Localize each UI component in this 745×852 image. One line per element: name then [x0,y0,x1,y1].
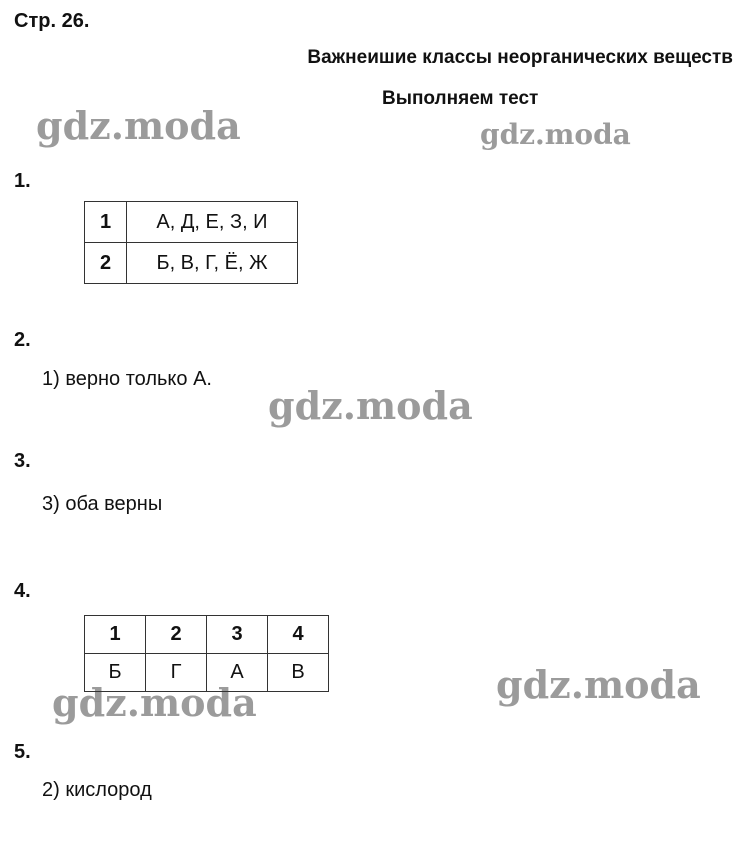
question-number-4: 4. [14,580,31,602]
table-header-cell: 2 [146,616,207,654]
page-subtitle: Выполняем тест [382,88,539,109]
answer-2: 1) верно только А. [42,368,212,390]
question-number-3: 3. [14,450,31,472]
table-cell: А [207,654,268,692]
table-cell-value: Б, В, Г, Ё, Ж [127,243,298,284]
watermark: gdz.moda [52,680,257,725]
watermark: gdz.moda [496,662,701,707]
table-header-cell: 3 [207,616,268,654]
table-row [85,654,329,692]
question-number-5: 5. [14,741,31,763]
answer-3: 3) оба верны [42,493,163,515]
question-number-1: 1. [14,170,31,192]
table-row [85,243,298,284]
table-header-cell: 1 [85,616,146,654]
table-cell: Б [85,654,146,692]
table-cell: В [268,654,329,692]
answer-table-4 [84,615,329,692]
table-cell: Г [146,654,207,692]
answer-table-1 [84,201,298,284]
table-row [85,616,329,654]
watermark: gdz.moda [268,383,473,428]
page-number: Стр. 26. [14,10,90,32]
table-header-cell: 4 [268,616,329,654]
table-cell-value: А, Д, Е, З, И [127,202,298,243]
answer-5: 2) кислород [42,779,152,801]
watermark: gdz.moda [36,103,241,148]
table-cell-key: 1 [85,202,127,243]
question-number-2: 2. [14,329,31,351]
table-row [85,202,298,243]
table-cell-key: 2 [85,243,127,284]
page-title: Важнеишие классы неорганических веществ [307,47,733,68]
watermark: gdz.moda [480,118,631,151]
